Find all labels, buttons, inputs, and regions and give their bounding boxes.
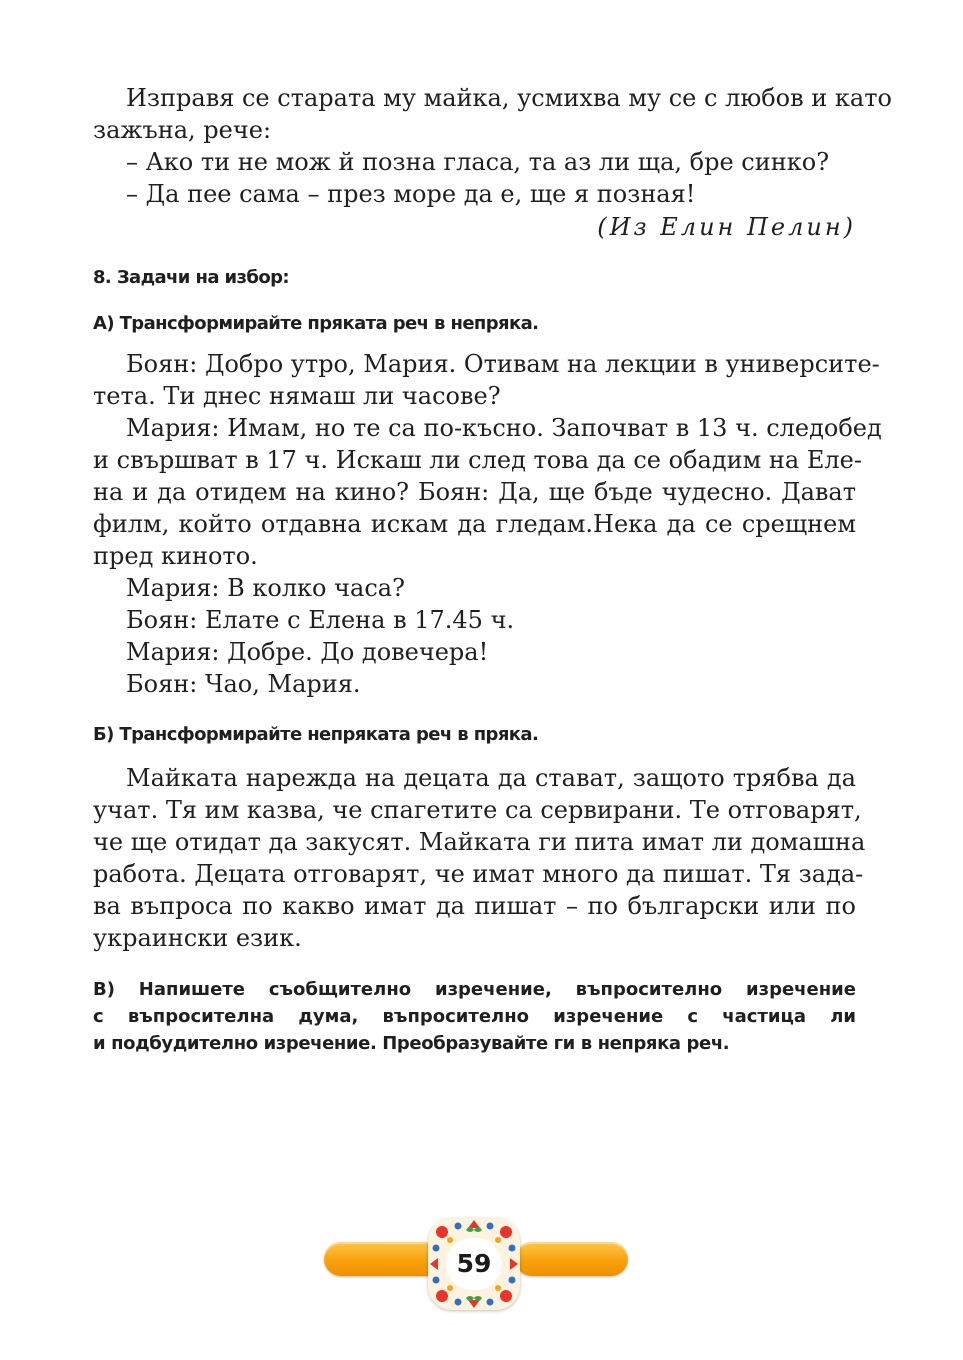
dialogue-line: Боян: Чао, Мария. bbox=[126, 670, 361, 698]
paragraph-line: ва въпроса по какво имат да пишат – по български или по bbox=[93, 892, 856, 920]
quote-citation: (Из Елин Пелин) bbox=[597, 213, 856, 241]
task-b-heading: Б) Трансформирайте непряката реч в пряка. bbox=[93, 724, 539, 745]
task-c-line: с въпросителна дума, въпросително изречение с частица ли bbox=[93, 1006, 856, 1027]
quote-line: Изправя се старата му майка, усмихва му се с любов и като bbox=[126, 84, 892, 112]
page-number: 59 bbox=[446, 1238, 502, 1290]
quote-line: – Ако ти не мож й позна гласа, та аз ли ща, бре синко? bbox=[126, 148, 830, 176]
dialogue-line: на и да отидем на кино? Боян: Да, ще бъде чудесно. Дават bbox=[93, 478, 856, 506]
task-b-text bbox=[93, 762, 866, 954]
quote-block bbox=[93, 82, 892, 210]
task-a-heading: А) Трансформирайте пряката реч в непряка. bbox=[93, 313, 539, 334]
quote-line: – Да пее сама – през море да е, ще я позная! bbox=[126, 180, 696, 208]
dialogue-line: пред киното. bbox=[93, 542, 258, 570]
dialogue-line: и свършват в 17 ч. Искаш ли след това да се обадим на Еле- bbox=[93, 446, 862, 474]
dialogue-line: тета. Ти днес нямаш ли часове? bbox=[93, 382, 501, 410]
paragraph-line: украински език. bbox=[93, 924, 302, 952]
paragraph-line: учат. Тя им казва, че спагетите са сервирани. Те отговарят, bbox=[93, 796, 862, 824]
task-a-dialogue bbox=[93, 348, 882, 700]
dialogue-line: Мария: В колко часа? bbox=[126, 574, 405, 602]
paragraph-line: работа. Децата отговарят, че имат много да пишат. Тя зада- bbox=[93, 860, 864, 888]
dialogue-line: Боян: Добро утро, Мария. Отивам на лекции в университе- bbox=[126, 350, 880, 378]
exercise-title: 8. Задачи на избор: bbox=[93, 267, 290, 288]
task-c-line: В) Напишете съобщително изречение, въпросително изречение bbox=[93, 979, 856, 1000]
footer-bar-right bbox=[515, 1242, 628, 1276]
task-c-line: и подбудително изречение. Преобразувайте ги в непряка реч. bbox=[93, 1033, 730, 1054]
paragraph-line: че ще отидат да закусят. Майката ги пита имат ли домашна bbox=[93, 828, 866, 856]
paragraph-line: Майката нарежда на децата да стават, защото трябва да bbox=[126, 764, 856, 792]
task-c-text bbox=[93, 976, 856, 1057]
dialogue-line: филм, който отдавна искам да гледам.Нека да се срещнем bbox=[93, 510, 856, 538]
quote-line: зажъна, рече: bbox=[93, 116, 272, 144]
dialogue-line: Мария: Добре. До довечера! bbox=[126, 638, 489, 666]
dialogue-line: Мария: Имам, но те са по-късно. Започват в 13 ч. следобед bbox=[126, 414, 882, 442]
dialogue-line: Боян: Елате с Елена в 17.45 ч. bbox=[126, 606, 515, 634]
